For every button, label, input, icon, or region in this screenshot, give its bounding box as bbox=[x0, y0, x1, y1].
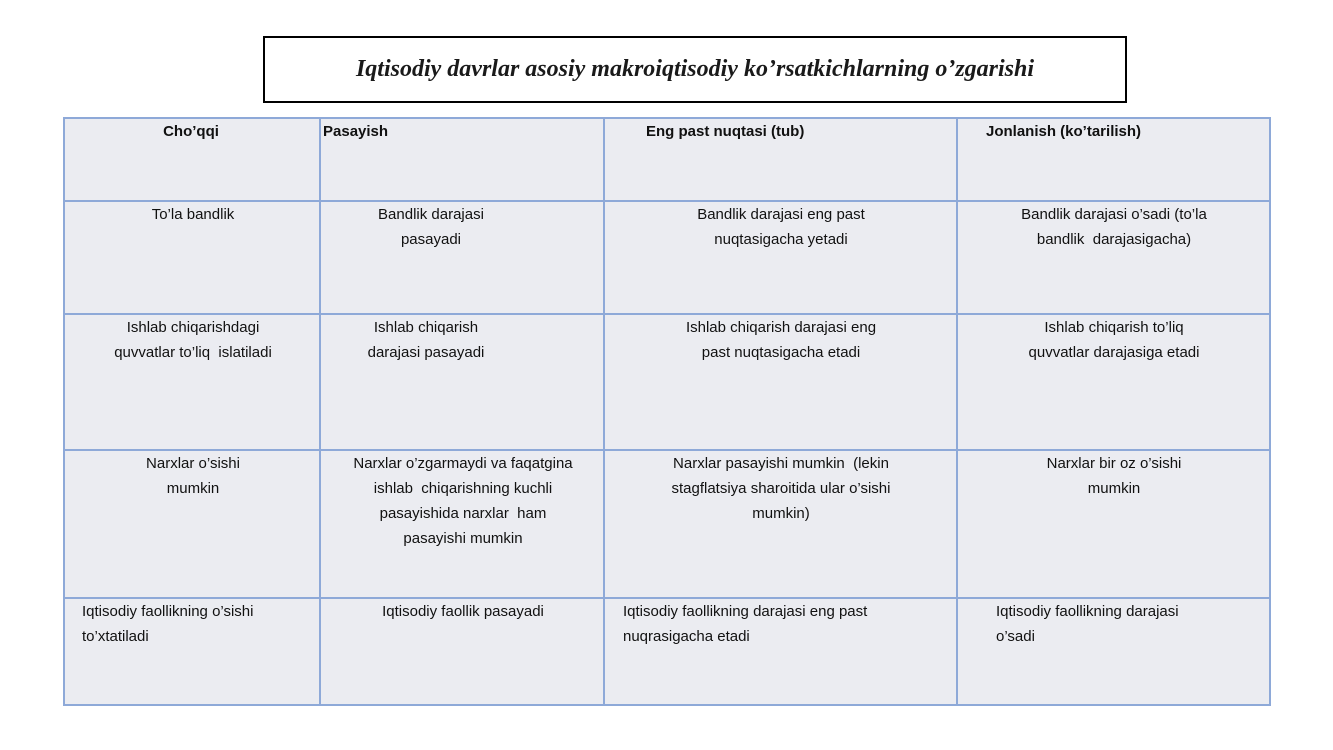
title-box bbox=[263, 36, 1127, 103]
table-cell bbox=[321, 202, 605, 315]
macro-indicators-table bbox=[63, 117, 1271, 706]
table-cell bbox=[321, 315, 605, 451]
header-label: Cho’qqi bbox=[163, 123, 219, 140]
page-title: Iqtisodiy davrlar asosiy makroiqtisodiy ko’rsatkichlarning o’zgarishi bbox=[355, 56, 1035, 82]
table-cell bbox=[321, 599, 605, 704]
cell-text: Ishlab chiqarishdagi quvvatlar to’liq islatiladi bbox=[114, 319, 272, 361]
header-cell-trough bbox=[605, 119, 958, 202]
cell-text: Ishlab chiqarish to’liq quvvatlar darajasiga etadi bbox=[1028, 319, 1200, 361]
cell-text: Bandlik darajasi pasayadi bbox=[378, 206, 484, 248]
cell-text: Iqtisodiy faollikning o’sishi to’xtatiladi bbox=[82, 603, 254, 645]
table-cell bbox=[605, 451, 958, 599]
cell-text: Narxlar o’sishi mumkin bbox=[146, 455, 240, 497]
cell-text: Narxlar pasayishi mumkin (lekin stagflatsiya sharoitida ular o’sishi mumkin) bbox=[671, 455, 891, 522]
table-cell bbox=[958, 315, 1269, 451]
header-cell-recovery bbox=[958, 119, 1269, 202]
header-cell-peak bbox=[65, 119, 321, 202]
table-cell bbox=[65, 315, 321, 451]
cell-text: Ishlab chiqarish darajasi eng past nuqtasigacha etadi bbox=[685, 319, 877, 361]
table-cell bbox=[605, 599, 958, 704]
table-cell bbox=[958, 202, 1269, 315]
header-label: Eng past nuqtasi (tub) bbox=[646, 123, 805, 140]
table-cell bbox=[321, 451, 605, 599]
header-label: Pasayish bbox=[323, 123, 389, 140]
table-cell bbox=[65, 451, 321, 599]
table-cell bbox=[605, 315, 958, 451]
cell-text: Bandlik darajasi eng past nuqtasigacha yetadi bbox=[697, 206, 865, 248]
table-cell bbox=[958, 599, 1269, 704]
cell-text: Iqtisodiy faollikning darajasi o’sadi bbox=[996, 603, 1179, 645]
cell-text: Narxlar bir oz o’sishi mumkin bbox=[1046, 455, 1182, 497]
header-cell-decline bbox=[321, 119, 605, 202]
header-label: Jonlanish (ko’tarilish) bbox=[986, 123, 1142, 140]
table-cell bbox=[958, 451, 1269, 599]
cell-text: Iqtisodiy faollik pasayadi bbox=[382, 603, 544, 620]
cell-text: To’la bandlik bbox=[151, 206, 235, 223]
table-cell bbox=[605, 202, 958, 315]
cell-text: Narxlar o’zgarmaydi va faqatgina ishlab chiqarishning kuchli pasayishida narxlar ham pasayishi mumkin bbox=[353, 455, 573, 547]
table-cell bbox=[65, 202, 321, 315]
table-cell bbox=[65, 599, 321, 704]
cell-text: Ishlab chiqarish darajasi pasayadi bbox=[367, 319, 485, 361]
cell-text: Iqtisodiy faollikning darajasi eng past nuqrasigacha etadi bbox=[623, 603, 868, 645]
cell-text: Bandlik darajasi o’sadi (to’la bandlik darajasigacha) bbox=[1021, 206, 1207, 248]
